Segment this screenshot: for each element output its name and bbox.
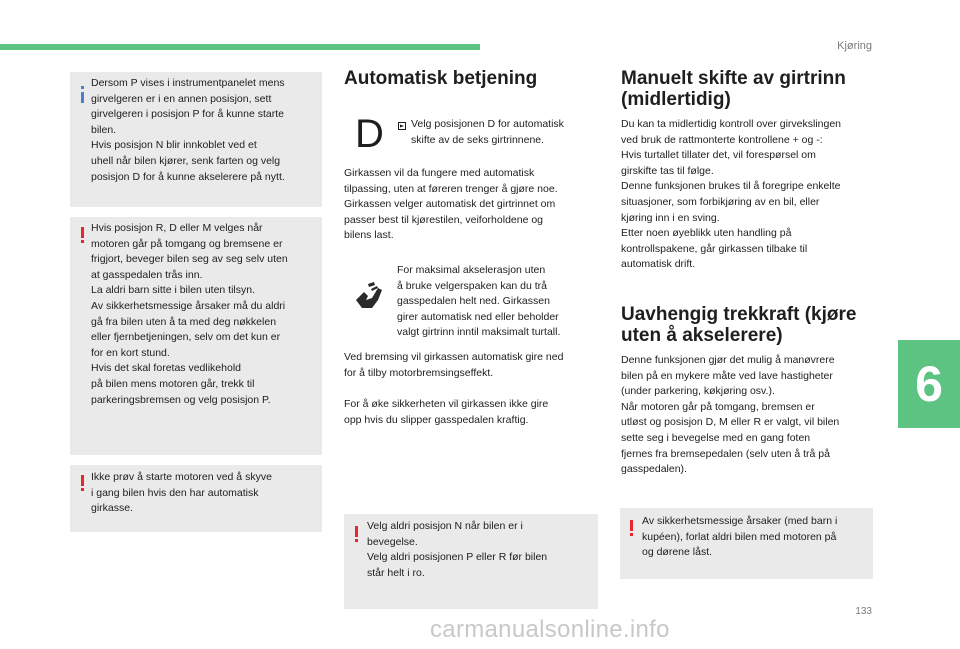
text-line: kontrollspakene, går girkassen tilbake til (621, 242, 808, 255)
heading-line: uten å akselerere) (621, 325, 783, 346)
gear-d-symbol: D (355, 112, 384, 156)
warning-box (620, 508, 873, 579)
section-title: Kjøring (837, 40, 872, 52)
warning-box (70, 217, 322, 455)
text-line: automatisk drift. (621, 258, 696, 271)
warning-line: La aldri barn sitte i bilen uten tilsyn. (91, 284, 256, 297)
info-line: girvelgeren i posisjon P for å kunne starte (91, 108, 284, 121)
paragraph (621, 117, 877, 273)
watermark: carmanualsonline.info (430, 616, 670, 643)
step-instruction (411, 117, 601, 148)
top-accent-bar (0, 44, 480, 50)
section-heading: Automatisk betjening (344, 68, 538, 89)
paragraph (344, 166, 600, 244)
text-line: Du kan ta midlertidig kontroll over girvekslingen (621, 118, 842, 130)
tip-line: valgt girtrinn inntil maksimalt turtall. (397, 326, 561, 339)
page-number: 133 (855, 606, 872, 617)
info-line: Hvis posisjon N blir innkoblet ved et (91, 139, 257, 152)
warning-line: eller fjernbetjeningen, selv om det kun er (91, 331, 281, 344)
arrow-bullet-icon (398, 122, 406, 132)
warning-line: Ikke prøv å starte motoren ved å skyve (91, 471, 272, 483)
tip-text (397, 263, 602, 341)
text-line: kjøring inn i en sving. (621, 211, 720, 224)
text-line: gasspedalen). (621, 463, 687, 476)
warning-line: for en kort stund. (91, 346, 170, 359)
text-line: bilens last. (344, 229, 394, 242)
warning-line: Hvis posisjon R, D eller M velges når (91, 222, 263, 234)
warning-line: Av sikkerhetsmessige årsaker (med barn i (642, 515, 838, 527)
info-line: Dersom P vises i instrumentpanelet mens (91, 77, 285, 89)
section-heading (621, 68, 881, 110)
warning-line: Av sikkerhetsmessige årsaker må du aldri (91, 299, 286, 312)
text-line: For å øke sikkerheten vil girkassen ikke gire (344, 398, 549, 410)
text-line: Girkassen velger automatisk det girtrinnet om (344, 198, 556, 211)
text-line: sette seg i bevegelse med en gang foten (621, 431, 811, 444)
warning-line: i gang bilen hvis den har automatisk (91, 486, 259, 499)
info-line: uhell når bilen kjører, senk farten og velg (91, 154, 281, 167)
heading-line: Manuelt skifte av girtrinn (621, 68, 846, 89)
text-line: passer best til kjørestilen, veiforholdene og (344, 213, 544, 226)
text-line: fjernes fra bremsepedalen (selv uten å trå på (621, 447, 830, 460)
text-line: utløst og posisjon D, M eller R er valgt, vil bilen (621, 416, 840, 429)
warning-line: kupéen), forlat aldri bilen med motoren på (642, 530, 837, 543)
chapter-tab: 6 (898, 340, 960, 428)
text-line: girskifte tas til følge. (621, 164, 714, 177)
warning-line: Velg aldri posisjon N når bilen er i (367, 520, 523, 532)
text-line: situasjoner, som forbikjøring av en bil, eller (621, 195, 820, 208)
warning-box (70, 465, 322, 532)
text-line: tilpassing, uten at føreren trenger å gjøre noe. (344, 182, 558, 195)
text-line: opp hvis du slipper gasspedalen kraftig. (344, 413, 529, 426)
paragraph (344, 397, 600, 428)
warning-line: på bilen mens motoren går, trekk til (91, 377, 255, 390)
tip-line: For maksimal akselerasjon uten (397, 264, 546, 276)
info-line: posisjon D for å kunne akselerere på nytt. (91, 170, 285, 183)
warning-line: Velg aldri posisjonen P eller R før bilen (367, 551, 548, 564)
warning-line: Hvis det skal foretas vedlikehold (91, 362, 241, 375)
text-line: Denne funksjonen brukes til å foregripe enkelte (621, 180, 841, 193)
warning-box (344, 514, 598, 609)
info-box (70, 72, 322, 207)
warning-line: parkeringsbremsen og velg posisjon P. (91, 393, 271, 406)
tip-hand-icon (352, 278, 386, 312)
section-heading (621, 304, 881, 346)
tip-line: å bruke velgerspaken kan du trå (397, 279, 548, 292)
warning-line: står helt i ro. (367, 566, 425, 579)
info-line: bilen. (91, 123, 117, 136)
step-line: skifte av de seks girtrinnene. (411, 133, 545, 146)
info-line: girvelgeren er i en annen posisjon, sett (91, 92, 272, 105)
text-line: Denne funksjonen gjør det mulig å manøvrere (621, 354, 835, 366)
heading-line: Uavhengig trekkraft (kjøre (621, 304, 857, 325)
warning-line: frigjort, beveger bilen seg av seg selv uten (91, 253, 288, 266)
text-line: Girkassen vil da fungere med automatisk (344, 167, 535, 179)
paragraph (344, 350, 600, 381)
text-line: bilen på en mykere måte ved lave hastigheter (621, 369, 833, 382)
text-line: Når motoren går på tomgang, bremsen er (621, 400, 815, 413)
step-line: Velg posisjonen D for automatisk (411, 118, 564, 130)
tip-line: gasspedalen helt ned. Girkassen (397, 295, 550, 308)
text-line: Etter noen øyeblikk uten handling på (621, 227, 792, 240)
warning-line: og dørene låst. (642, 546, 713, 559)
warning-line: motoren går på tomgang og bremsene er (91, 237, 283, 250)
text-line: (under parkering, køkjøring osv.). (621, 385, 775, 398)
warning-line: bevegelse. (367, 535, 418, 548)
text-line: for å tilby motorbremsingseffekt. (344, 366, 494, 379)
text-line: Ved bremsing vil girkassen automatisk gire ned (344, 351, 564, 363)
heading-line: (midlertidig) (621, 89, 731, 110)
tip-line: girer automatisk ned eller beholder (397, 310, 559, 323)
warning-line: girkasse. (91, 502, 134, 515)
text-line: Hvis turtallet tillater det, vil forespørsel om (621, 149, 816, 162)
warning-line: gå fra bilen uten å ta med deg nøkkelen (91, 315, 277, 328)
paragraph (621, 353, 877, 478)
text-line: ved bruk de rattmonterte kontrollene + og -: (621, 133, 823, 146)
warning-line: at gasspedalen trås inn. (91, 268, 203, 281)
